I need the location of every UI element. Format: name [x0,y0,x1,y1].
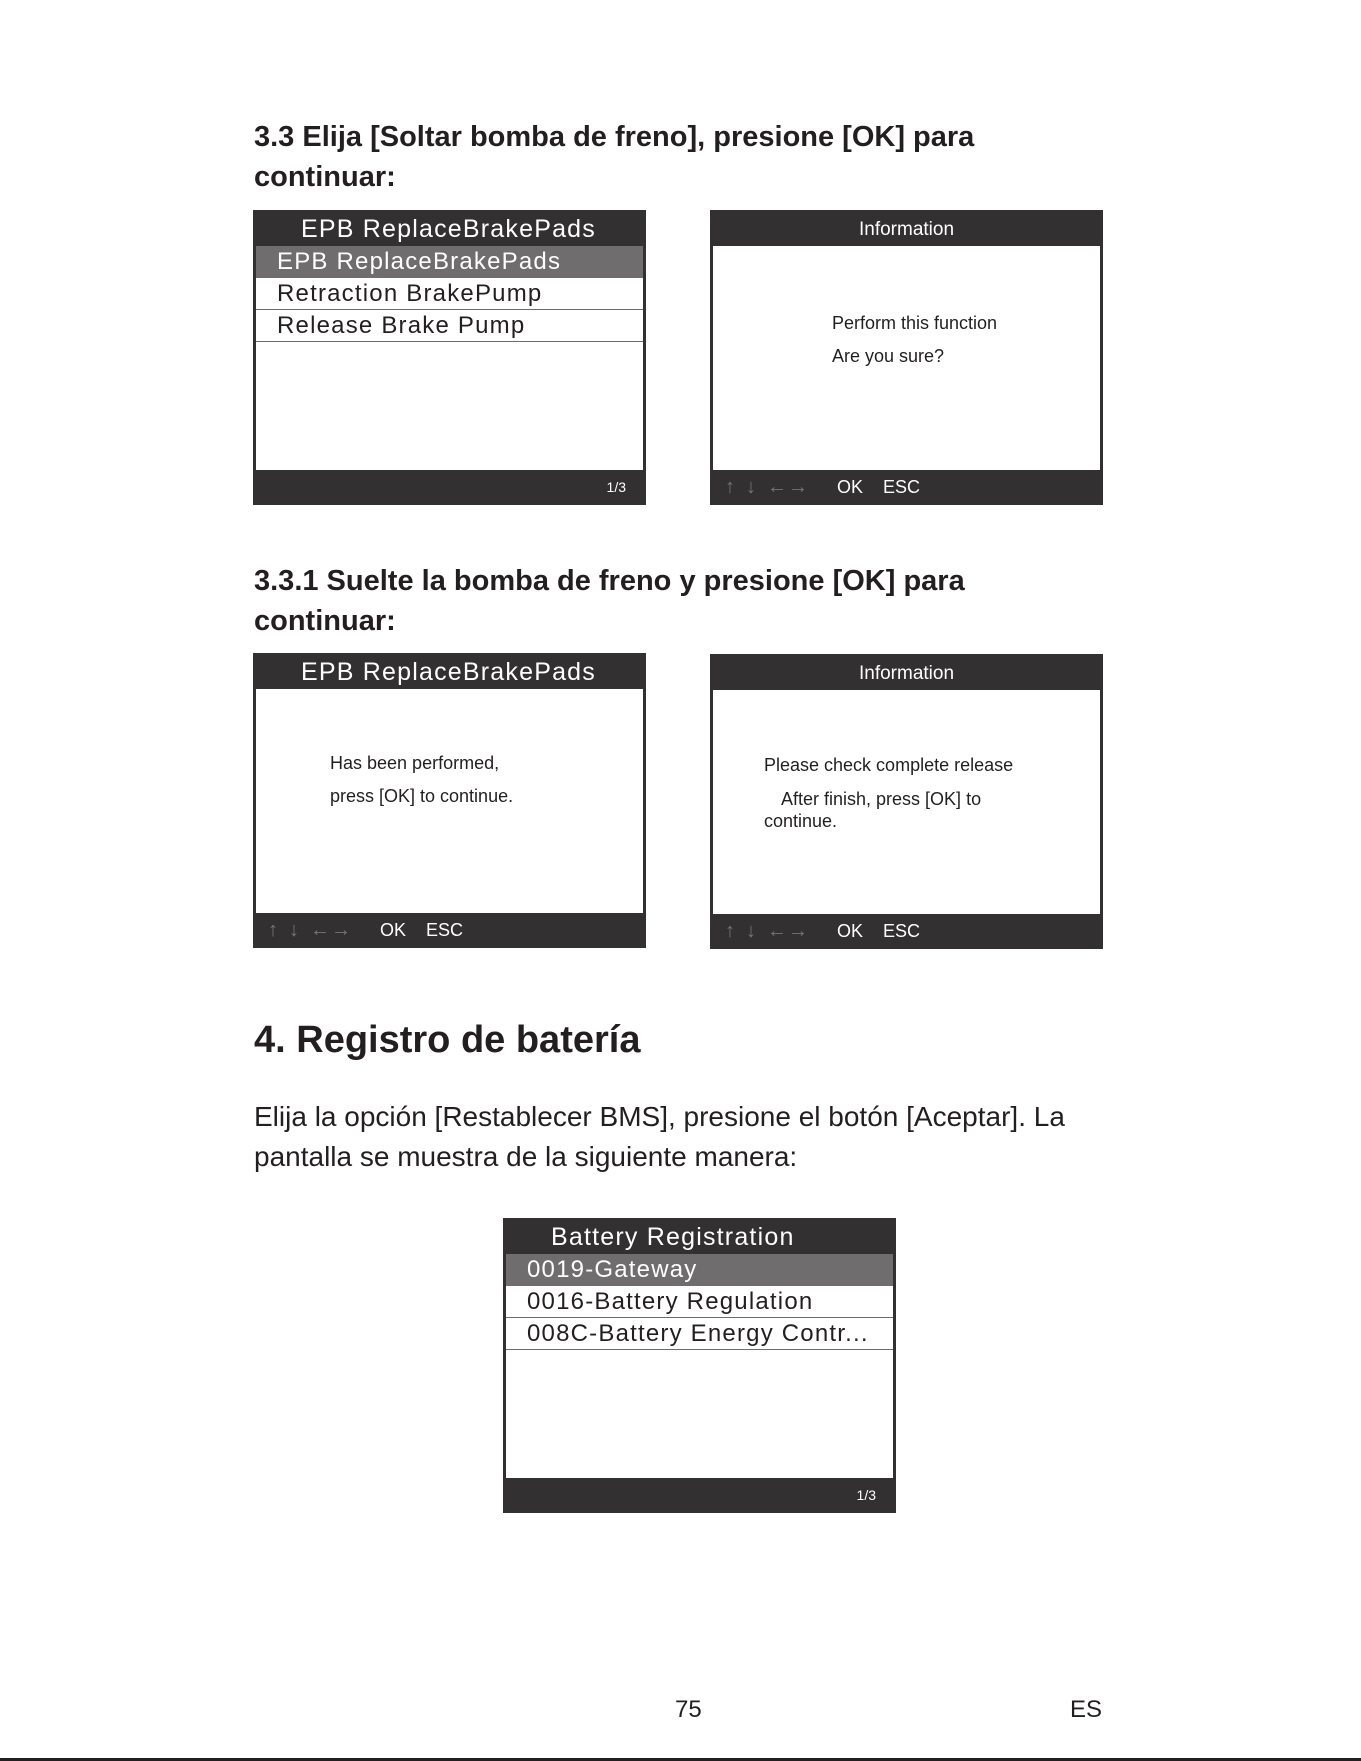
section-3-3-heading-line2: continuar: [254,161,396,193]
section-3-3-heading [254,117,1014,197]
nav-keys [725,914,920,949]
epb-menu-screen [253,210,646,505]
section-4-title: 4. Registro de batería [254,1019,641,1061]
page-indicator: 1/3 [856,1487,876,1503]
arrow-down-icon[interactable]: ↓ [746,920,756,942]
check-release-screen [710,654,1103,949]
nav-keys [725,470,920,505]
screen-footer [253,470,646,505]
ok-button[interactable]: OK [380,920,407,940]
confirm-screen [710,210,1103,505]
arrow-right-icon[interactable]: → [788,920,808,942]
menu-item-0016-battery-regulation[interactable]: 0016-Battery Regulation [506,1286,893,1318]
section-3-3-1-heading-line1: 3.3.1 Suelte la bomba de freno y presione [OK] para [254,565,965,597]
arrow-left-icon[interactable]: ← [767,476,787,498]
arrow-right-icon[interactable]: → [788,476,808,498]
performed-message [330,747,513,813]
page-indicator: 1/3 [606,479,626,495]
release-message-line1: Please check complete release [764,755,1014,775]
screen-footer [710,470,1103,505]
arrow-right-icon[interactable]: → [331,919,351,941]
screen-title: EPB ReplaceBrakePads [301,215,596,243]
message-line: Perform this function [832,313,998,333]
esc-button[interactable]: ESC [883,477,921,497]
arrow-left-icon[interactable]: ← [310,919,330,941]
message-line: After finish, press [OK] to [781,789,982,809]
screen-title: Information [858,219,955,240]
paragraph-line: pantalla se muestra de la siguiente manera: [254,1141,798,1172]
message-area [713,246,1100,470]
screen-footer [710,914,1103,949]
arrow-down-icon[interactable]: ↓ [289,919,299,941]
arrow-left-icon[interactable]: ← [767,920,787,942]
menu-item-008c-battery-energy-control[interactable]: 008C-Battery Energy Contr... [506,1318,893,1350]
menu-item-epb-replace-brake-pads[interactable]: EPB ReplaceBrakePads [256,246,643,278]
paragraph-line: Elija la opción [Restablecer BMS], presione el botón [Aceptar]. La [254,1101,1065,1132]
arrow-up-icon[interactable]: ↑ [725,920,735,942]
screen-title: Information [858,663,955,684]
page-number: 75 [675,1696,702,1723]
section-3-3-1-heading [254,561,1014,641]
screen-title: Battery Registration [551,1223,795,1251]
section-3-3-heading-line1: 3.3 Elija [Soltar bomba de freno], presione [OK] para [254,121,975,153]
confirm-message [832,307,997,373]
arrow-up-icon[interactable]: ↑ [725,476,735,498]
menu-item-release-brake-pump[interactable]: Release Brake Pump [256,310,643,342]
language-code: ES [1070,1696,1103,1723]
message-line: continue. [764,811,838,831]
message-area [256,689,643,913]
arrow-up-icon[interactable]: ↑ [268,919,278,941]
message-line: press [OK] to continue. [330,786,514,806]
screen-footer [503,1478,896,1513]
esc-button[interactable]: ESC [883,921,921,941]
message-area [713,690,1100,914]
arrow-down-icon[interactable]: ↓ [746,476,756,498]
section-3-3-1-heading-line2: continuar: [254,605,396,637]
menu-item-retraction-brake-pump[interactable]: Retraction BrakePump [256,278,643,310]
screen-footer [253,913,646,948]
performed-screen [253,653,646,948]
esc-button[interactable]: ESC [426,920,464,940]
menu-item-0019-gateway[interactable]: 0019-Gateway [506,1254,893,1286]
ok-button[interactable]: OK [837,477,864,497]
release-message-rest [764,788,981,832]
menu-list [256,246,643,470]
battery-registration-screen [503,1218,896,1513]
message-line: Are you sure? [832,346,945,366]
screen-title: EPB ReplaceBrakePads [301,658,596,686]
section-4-paragraph [254,1097,1134,1177]
nav-keys [268,913,463,948]
menu-list [506,1254,893,1478]
ok-button[interactable]: OK [837,921,864,941]
message-line: Has been performed, [330,753,500,773]
